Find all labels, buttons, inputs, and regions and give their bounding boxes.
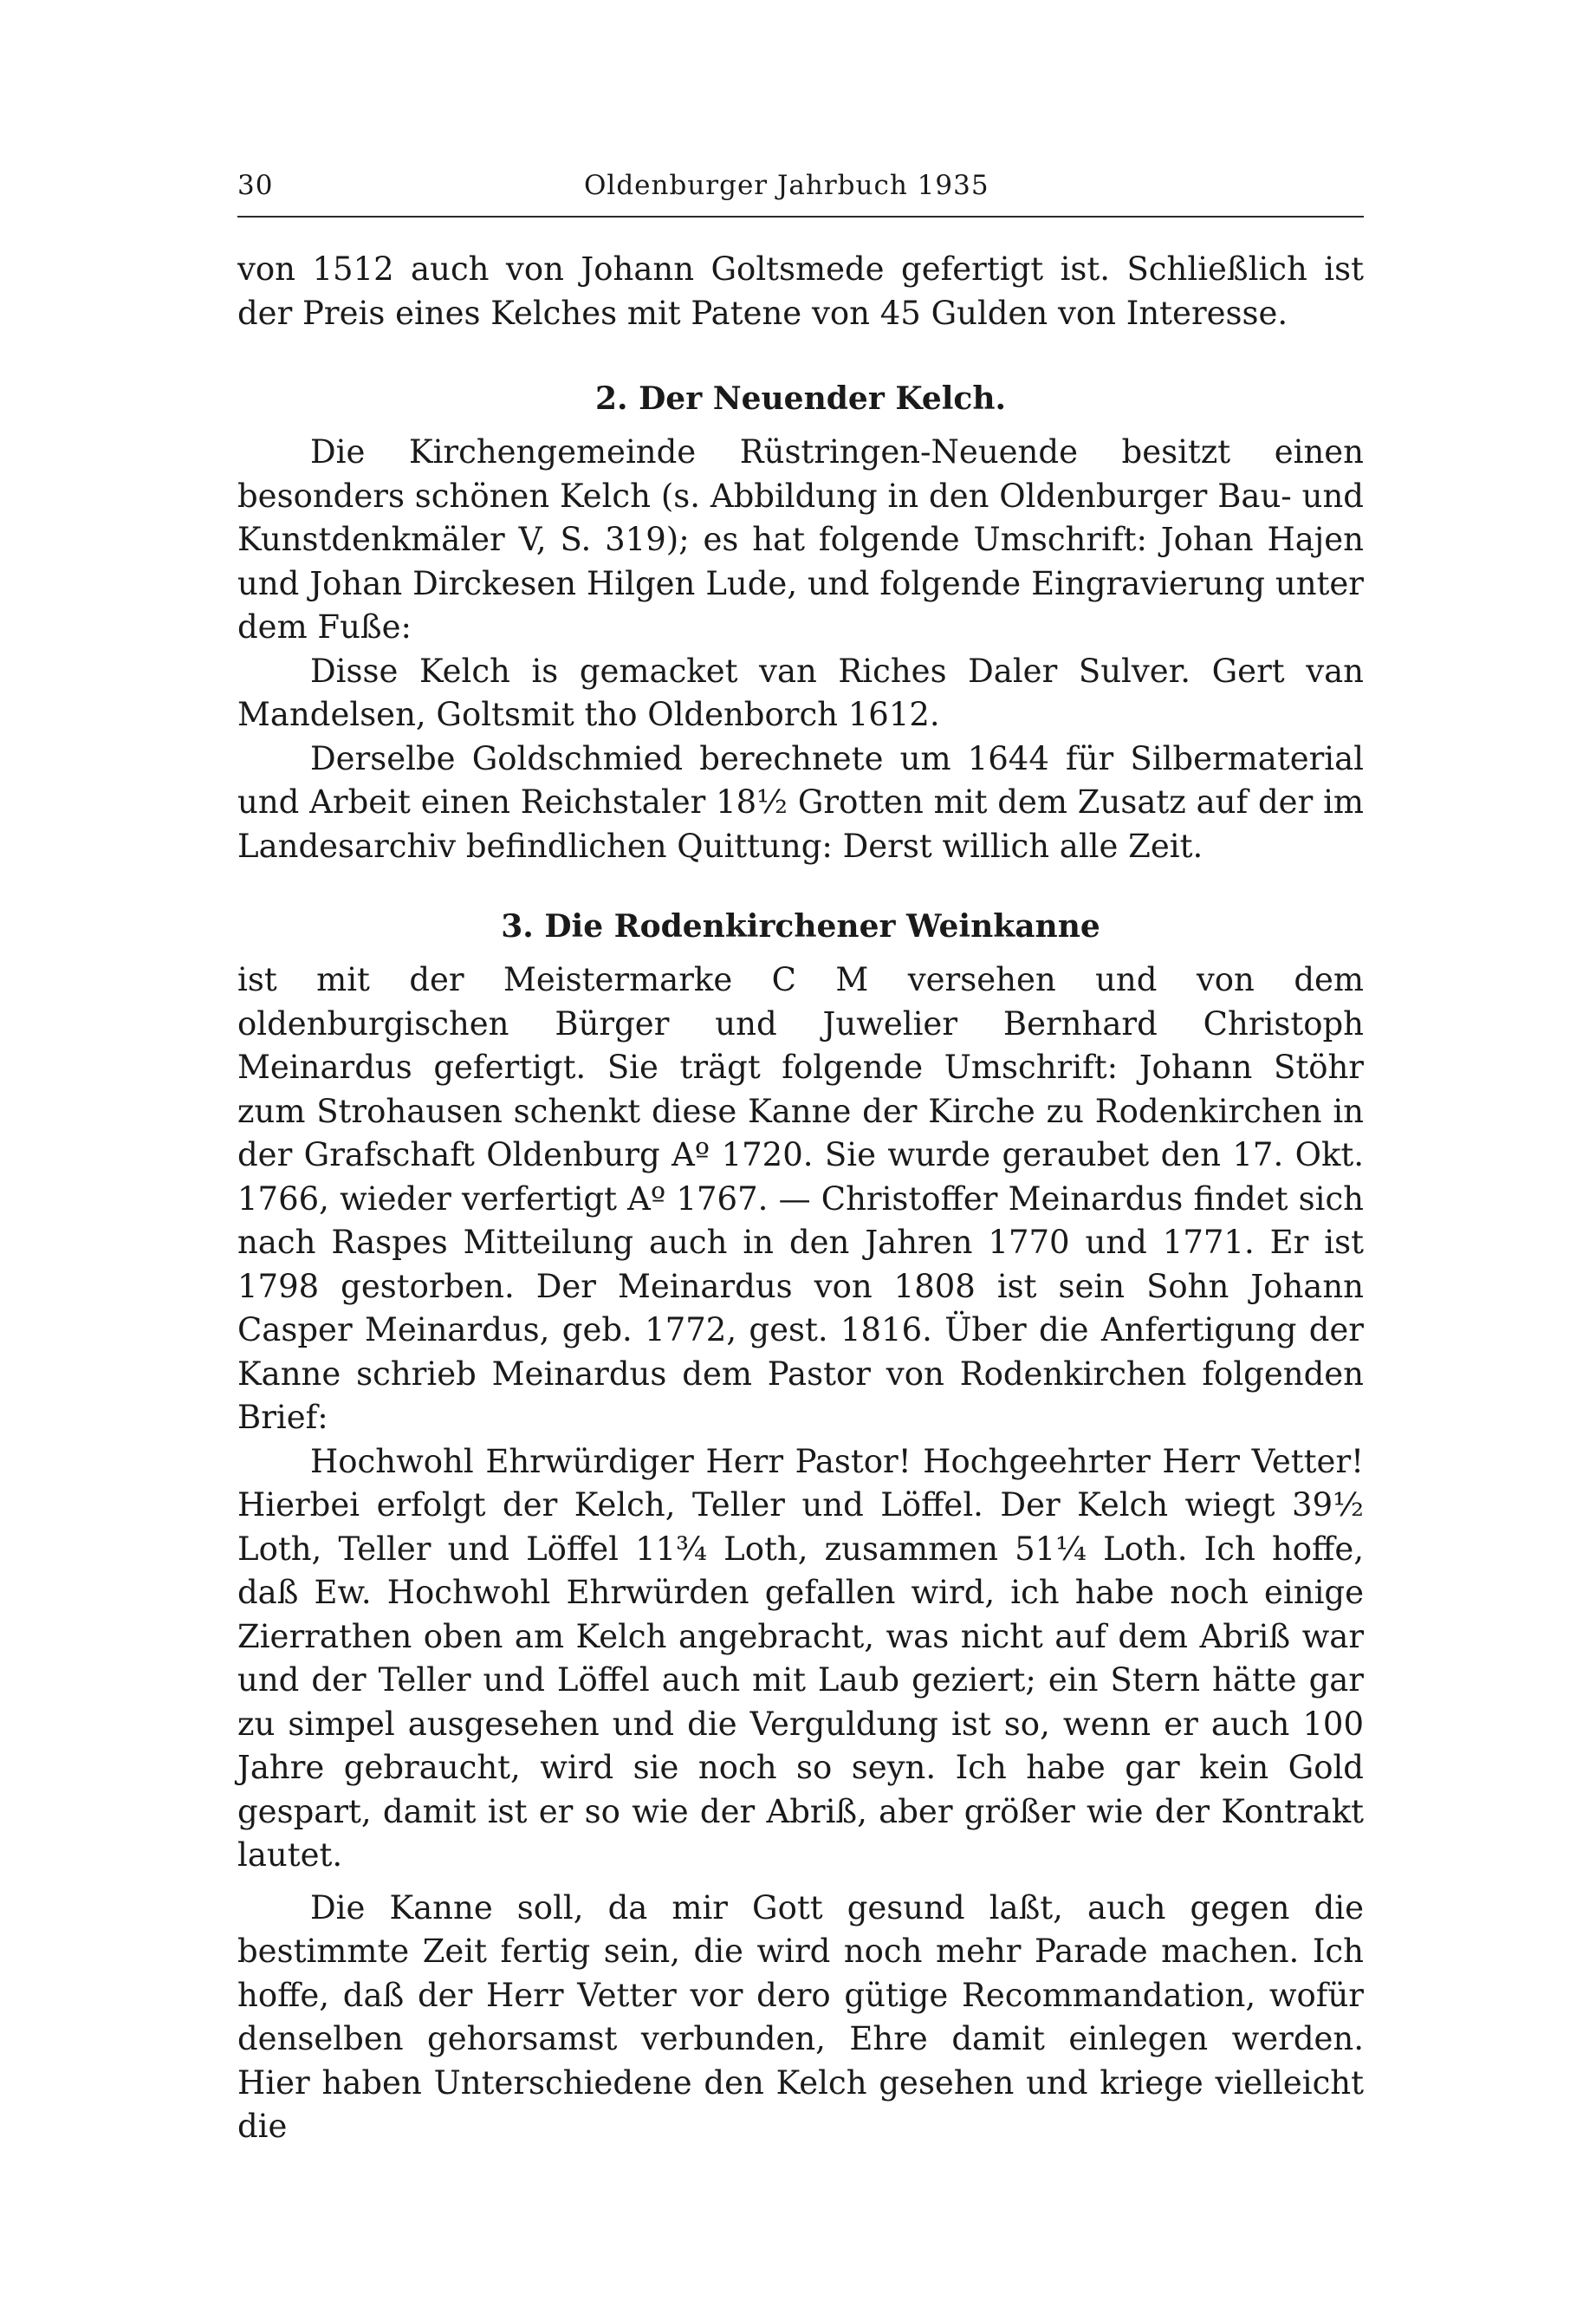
paragraph: Derselbe Goldschmied berechnete um 1644 für Silbermaterial und Arbeit einen Reichstaler 18½ Grotten mit dem Zusatz auf der im Landesarchiv befindlichen Quittung: Derst willich alle Zeit. [237,739,1364,865]
paragraph: Die Kirchengemeinde Rüstringen-Neuende besitzt einen besonders schönen Kelch (s. Abbildung in den Oldenburger Bau- und Kunstdenkmäler V, S. 319); es hat folgende Umschrift: Johan Hajen und Johan Dirckesen Hilgen Lude, und folgende Eingravierung unter dem Fuße: [237,433,1364,646]
paragraph: ist mit der Meistermarke C M versehen und von dem oldenburgischen Bürger und Juwelier Bernhard Christoph Meinardus gefertigt. Sie trägt folgende Umschrift: Johann Stöhr zum Strohausen schenkt diese Kanne der Kirche zu Rodenkirchen in der Grafschaft Oldenburg Aº 1720. Sie wurde geraubet den 17. Okt. 1766, wieder verfertigt Aº 1767. — Christoffer Meinardus findet sich nach Raspes Mitteilung auch in den Jahren 1770 und 1771. Er ist 1798 gestorben. Der Meinardus von 1808 ist sein Sohn Johann Casper Meinardus, geb. 1772, gest. 1816. Über die Anfertigung der Kanne schrieb Meinardus dem Pastor von Rodenkirchen folgenden Brief: [237,961,1364,1436]
letter-paragraph: Die Kanne soll, da mir Gott gesund laßt, auch gegen die bestimmte Zeit fertig sein, die wird noch mehr Parade machen. Ich hoffe, daß der Herr Vetter vor dero gütige Recommandation, wofür denselben gehorsamst verbunden, Ehre damit einlegen werden. Hier haben Unterschiedene den Kelch gesehen und kriege vielleicht die [237,1888,1364,2145]
journal-title: Oldenburger Jahrbuch 1935 [584,170,989,201]
intro-paragraph: von 1512 auch von Johann Goltsmede gefertigt ist. Schließlich ist der Preis eines Kelches mit Patene von 45 Gulden von Interesse. [237,250,1364,332]
header-rule [237,216,1364,218]
section-heading-neuender-kelch: 2. Der Neuender Kelch. [594,380,1007,417]
section-heading-rodenkirchener-weinkanne: 3. Die Rodenkirchener Weinkanne [501,908,1100,945]
body-text [237,248,1364,2149]
letter-paragraph: Hochwohl Ehrwürdiger Herr Pastor! Hochgeehrter Herr Vetter! Hierbei erfolgt der Kelch, Teller und Löffel. Der Kelch wiegt 39½ Loth, Teller und Löffel 11¾ Loth, zusammen 51¼ Loth. Ich hoffe, daß Ew. Hochwohl Ehrwürden gefallen wird, ich habe noch einige Zierrathen oben am Kelch angebracht, was nicht auf dem Abriß war und der Teller und Löffel auch mit Laub geziert; ein Stern hätte gar zu simpel ausgesehen und die Verguldung ist so, wenn er auch 100 Jahre gebraucht, wird sie noch so seyn. Ich habe gar kein Gold gespart, damit ist er so wie der Abriß, aber größer wie der Kontrakt lautet. [237,1442,1364,1874]
page-number: 30 [237,170,274,201]
running-header [237,170,1364,213]
inscription-quote: Disse Kelch is gemacket van Riches Daler Sulver. Gert van Mandelsen, Goltsmit tho Oldenborch 1612. [237,652,1364,733]
